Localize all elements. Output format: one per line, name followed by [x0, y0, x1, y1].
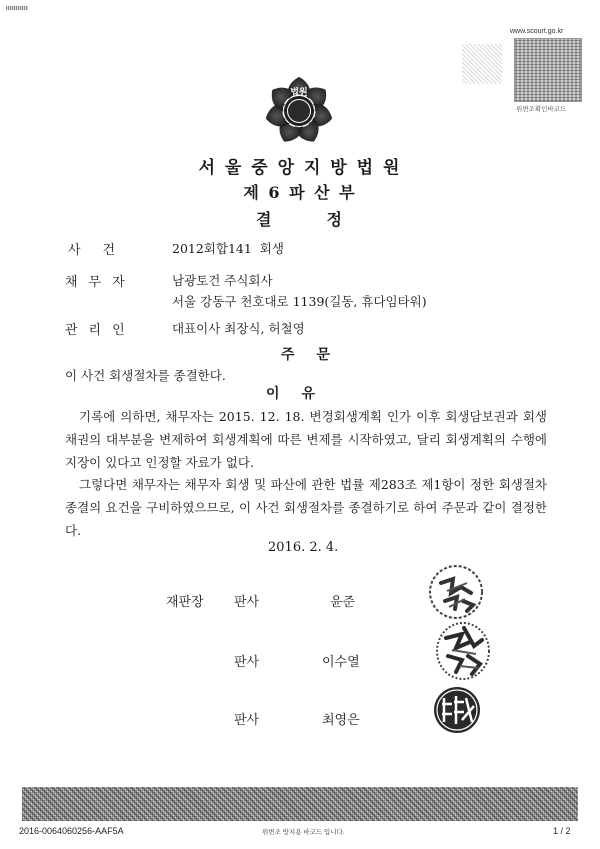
court-url: www.scourt.go.kr	[510, 28, 564, 35]
document-type: 결 정	[256, 210, 344, 229]
reason-paragraph-2: 그렇다면 채무자는 채무자 회생 및 파산에 관한 법률 제283조 제1항이 정한 회생절차종결의 요건을 구비하였으므로, 이 사건 회생절차를 종결하기로 하여 주문과 같이 결정한다.	[65, 477, 547, 538]
court-name: 서 울 중 앙 지 방 법 원	[198, 158, 402, 178]
administrator-value: 대표이사 최장식, 허철영	[172, 321, 305, 336]
order-text: 이 사건 회생절차를 종결한다.	[65, 368, 226, 383]
chief-judge-label: 재판장	[166, 595, 204, 610]
barcode-caption: 위변조확인바코드	[516, 106, 567, 113]
judge-role: 판사	[234, 713, 260, 728]
judge-3-name: 최영은	[322, 713, 360, 728]
reason-heading: 이유	[266, 386, 338, 402]
judge-2-name: 이수열	[322, 655, 360, 670]
scan-artifact	[462, 44, 502, 84]
document-id: 2016-0064060256-AAF5A	[19, 826, 124, 836]
emblem-text: 법원	[290, 87, 308, 97]
debtor-address: 서울 강동구 천호대로 1139(길동, 휴다임타워)	[172, 294, 427, 309]
page-number: 1 / 2	[553, 826, 571, 836]
decision-date: 2016. 2. 4.	[268, 540, 339, 555]
reason-paragraph-1: 기록에 의하면, 채무자는 2015. 12. 18. 변경회생계획 인가 이후 회생담보권과 회생채권의 대부분을 변제하여 회생계획에 따른 변제를 시작하였고, 달리 회생계획의 수행에 지장이 있다고 인정할 자료가 없다.	[65, 409, 547, 470]
debtor-name: 남광토건 주식회사	[172, 273, 273, 288]
footer-note: 위변조 방지용 바코드 입니다.	[262, 829, 345, 836]
verification-barcode	[514, 38, 582, 102]
division-name: 제 6 파 산 부	[243, 183, 357, 202]
case-number: 2012회합141 회생	[172, 241, 284, 256]
anti-forgery-band	[22, 787, 578, 821]
judge-seal-3	[432, 684, 482, 736]
court-emblem-icon	[259, 69, 339, 149]
chief-judge-name: 윤준	[330, 595, 356, 610]
administrator-label: 관리인	[65, 323, 136, 338]
order-heading: 주문	[281, 347, 353, 363]
scan-mark	[6, 6, 28, 10]
judge-role: 판사	[234, 595, 260, 610]
judge-role: 판사	[234, 655, 260, 670]
judge-seal-1	[427, 563, 485, 621]
debtor-label: 채무자	[65, 275, 136, 290]
judge-seal-2	[434, 620, 492, 682]
case-label: 사건	[68, 243, 138, 258]
